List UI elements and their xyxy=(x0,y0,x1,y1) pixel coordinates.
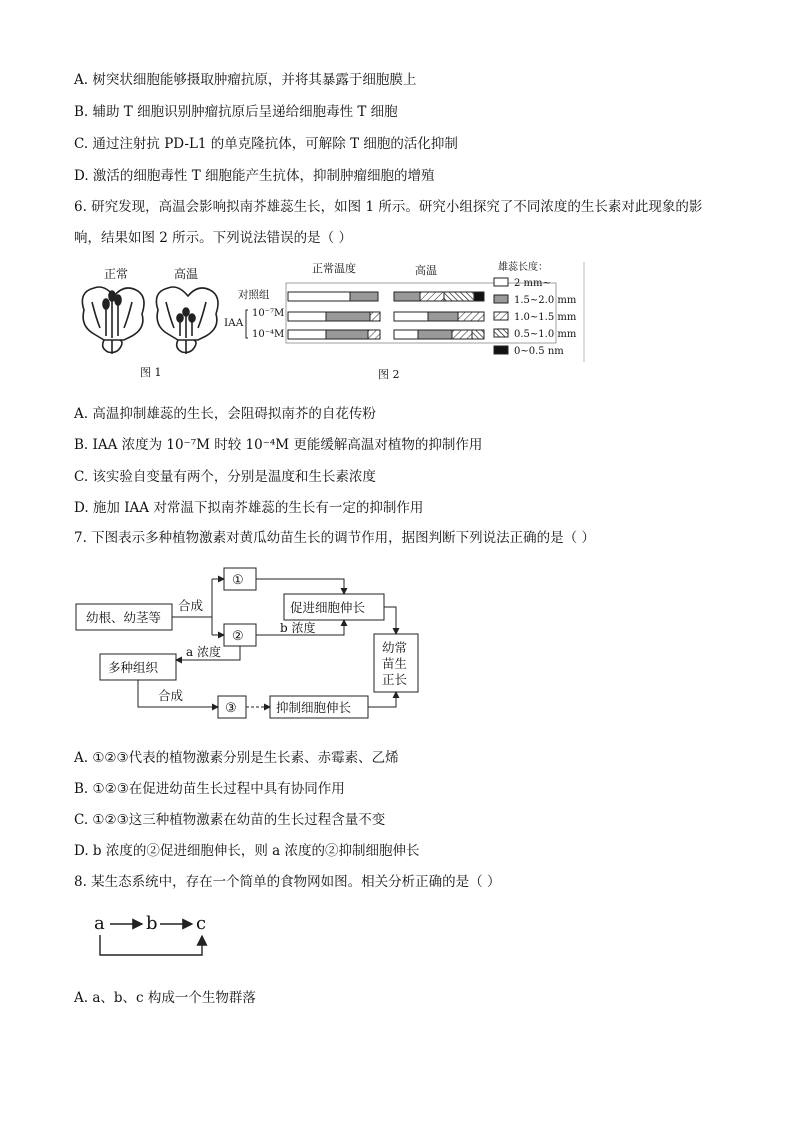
bar-control-normal-long xyxy=(288,292,350,301)
label-root-stem: 幼根、幼茎等 xyxy=(86,610,162,625)
fig2-legend-title: 雄蕊长度： xyxy=(498,262,548,273)
q7-stem: 7. 下图表示多种植物激素对黄瓜幼苗生长的调节作用，据图判断下列说法正确的是（ ） xyxy=(74,530,595,546)
bar-c2-high-long xyxy=(394,330,418,339)
flower-normal-icon xyxy=(82,287,144,354)
q5-option-c: C. 通过注射抗 PD-L1 的单克隆抗体，可解除 T 细胞的活化抑制 xyxy=(74,136,458,152)
bar-c2-high-mid xyxy=(418,330,452,339)
bar-c2-high-shorter xyxy=(472,330,484,339)
label-a-concentration: a 浓度 xyxy=(186,645,221,659)
label-inhibit-elongation: 抑制细胞伸长 xyxy=(276,700,352,715)
label-tissues: 多种组织 xyxy=(108,660,159,675)
figure-1-flowers xyxy=(74,262,239,382)
fig1-caption: 图 1 xyxy=(140,366,162,379)
q5-option-b: B. 辅助 T 细胞识别肿瘤抗原后呈递给细胞毒性 T 细胞 xyxy=(74,104,398,120)
label-synthesis-1: 合成 xyxy=(178,598,204,613)
fig2-row-c1: 10⁻⁷M xyxy=(252,308,285,319)
q7-option-b: B. ①②③在促进幼苗生长过程中具有协同作用 xyxy=(74,781,345,797)
q8-stem: 8. 某生态系统中，存在一个简单的食物网如图。相关分析正确的是（ ） xyxy=(74,874,501,890)
fig2-caption: 图 2 xyxy=(378,368,400,381)
label-seedling-1: 幼常 xyxy=(382,640,408,655)
q7-option-a: A. ①②③代表的植物激素分别是生长素、赤霉素、乙烯 xyxy=(74,750,399,766)
label-synthesis-2: 合成 xyxy=(158,688,184,703)
bar-c1-high-long xyxy=(394,312,428,321)
bar-c1-normal-mid xyxy=(326,312,370,321)
label-hormone-1: ① xyxy=(232,573,244,588)
label-promote-elongation: 促进细胞伸长 xyxy=(290,600,366,615)
fig2-bars-normal xyxy=(288,292,380,339)
food-web-node-a: a xyxy=(94,913,105,934)
fig2-bars-high xyxy=(394,292,484,339)
q8-option-a: A. a、b、c 构成一个生物群落 xyxy=(74,990,256,1006)
q7-option-d: D. b 浓度的②促进细胞伸长，则 a 浓度的②抑制细胞伸长 xyxy=(74,843,420,859)
q7-option-c: C. ①②③这三种植物激素在幼苗的生长过程含量不变 xyxy=(74,812,386,828)
q6-stem-line2: 响，结果如图 2 所示。下列说法错误的是（ ） xyxy=(74,230,352,246)
q6-option-d: D. 施加 IAA 对常温下拟南芥雄蕊的生长有一定的抑制作用 xyxy=(74,500,424,516)
legend-swatch-2 xyxy=(494,295,508,303)
fig2-col-high: 高温 xyxy=(415,264,437,277)
bar-c1-high-short xyxy=(458,312,484,321)
flower-high-temp-icon xyxy=(156,287,218,354)
figure-q8-food-web xyxy=(88,905,228,967)
fig2-col-normal: 正常温度 xyxy=(312,262,356,275)
label-hormone-3: ③ xyxy=(225,701,237,716)
bar-c2-normal-mid xyxy=(326,330,368,339)
legend-label-5: 0~0.5 nm xyxy=(514,346,564,357)
legend-label-1: 2 mm~ xyxy=(514,278,551,289)
bar-c1-normal-long xyxy=(288,312,326,321)
legend-swatch-3 xyxy=(494,312,508,320)
food-web-node-c: c xyxy=(196,913,207,934)
bar-control-high-shorter xyxy=(444,292,474,301)
q5-option-a: A. 树突状细胞能够摄取肿瘤抗原，并将其暴露于细胞膜上 xyxy=(74,72,417,88)
fig2-row-c2: 10⁻⁴M xyxy=(252,329,285,340)
label-seedling-3: 正长 xyxy=(382,672,408,687)
fig2-row-iaa: IAA xyxy=(224,317,244,329)
bar-control-normal-mid xyxy=(350,292,378,301)
bar-control-high-shortest xyxy=(474,292,484,301)
legend-label-2: 1.5~2.0 mm xyxy=(514,295,577,306)
q6-option-b: B. IAA 浓度为 10⁻⁷M 时较 10⁻⁴M 更能缓解高温对植物的抑制作用 xyxy=(74,437,483,453)
q6-option-a: A. 高温抑制雄蕊的生长，会阻碍拟南芥的自花传粉 xyxy=(74,406,376,422)
legend-swatch-1 xyxy=(494,278,508,286)
label-seedling-2: 苗生 xyxy=(382,656,408,671)
figure-q7-hormone-diagram xyxy=(74,560,434,725)
q5-option-d: D. 激活的细胞毒性 T 细胞能产生抗体，抑制肿瘤细胞的增殖 xyxy=(74,168,435,184)
bar-c1-normal-short xyxy=(370,312,380,321)
label-hormone-2: ② xyxy=(232,629,244,644)
q6-option-c: C. 该实验自变量有两个，分别是温度和生长素浓度 xyxy=(74,469,376,485)
fig1-label-normal: 正常 xyxy=(104,267,129,281)
label-b-concentration: b 浓度 xyxy=(280,621,316,635)
bar-control-high-mid xyxy=(394,292,420,301)
bar-control-high-short xyxy=(420,292,444,301)
legend-label-3: 1.0~1.5 mm xyxy=(514,312,577,323)
food-web-node-b: b xyxy=(146,913,158,934)
bar-c2-normal-long xyxy=(288,330,326,339)
bar-c2-normal-short xyxy=(368,330,380,339)
fig1-label-high: 高温 xyxy=(174,267,199,281)
bar-c1-high-mid xyxy=(428,312,458,321)
bar-c2-high-short xyxy=(452,330,472,339)
legend-swatch-5 xyxy=(494,346,508,354)
legend-swatch-4 xyxy=(494,329,508,337)
q6-stem-line1: 6. 研究发现，高温会影响拟南芥雄蕊生长，如图 1 所示。研究小组探究了不同浓度的生长素对此现象的影 xyxy=(74,199,703,215)
fig2-row-control: 对照组 xyxy=(238,289,270,301)
legend-label-4: 0.5~1.0 mm xyxy=(514,329,577,340)
figure-2-stamen-chart xyxy=(222,258,592,384)
